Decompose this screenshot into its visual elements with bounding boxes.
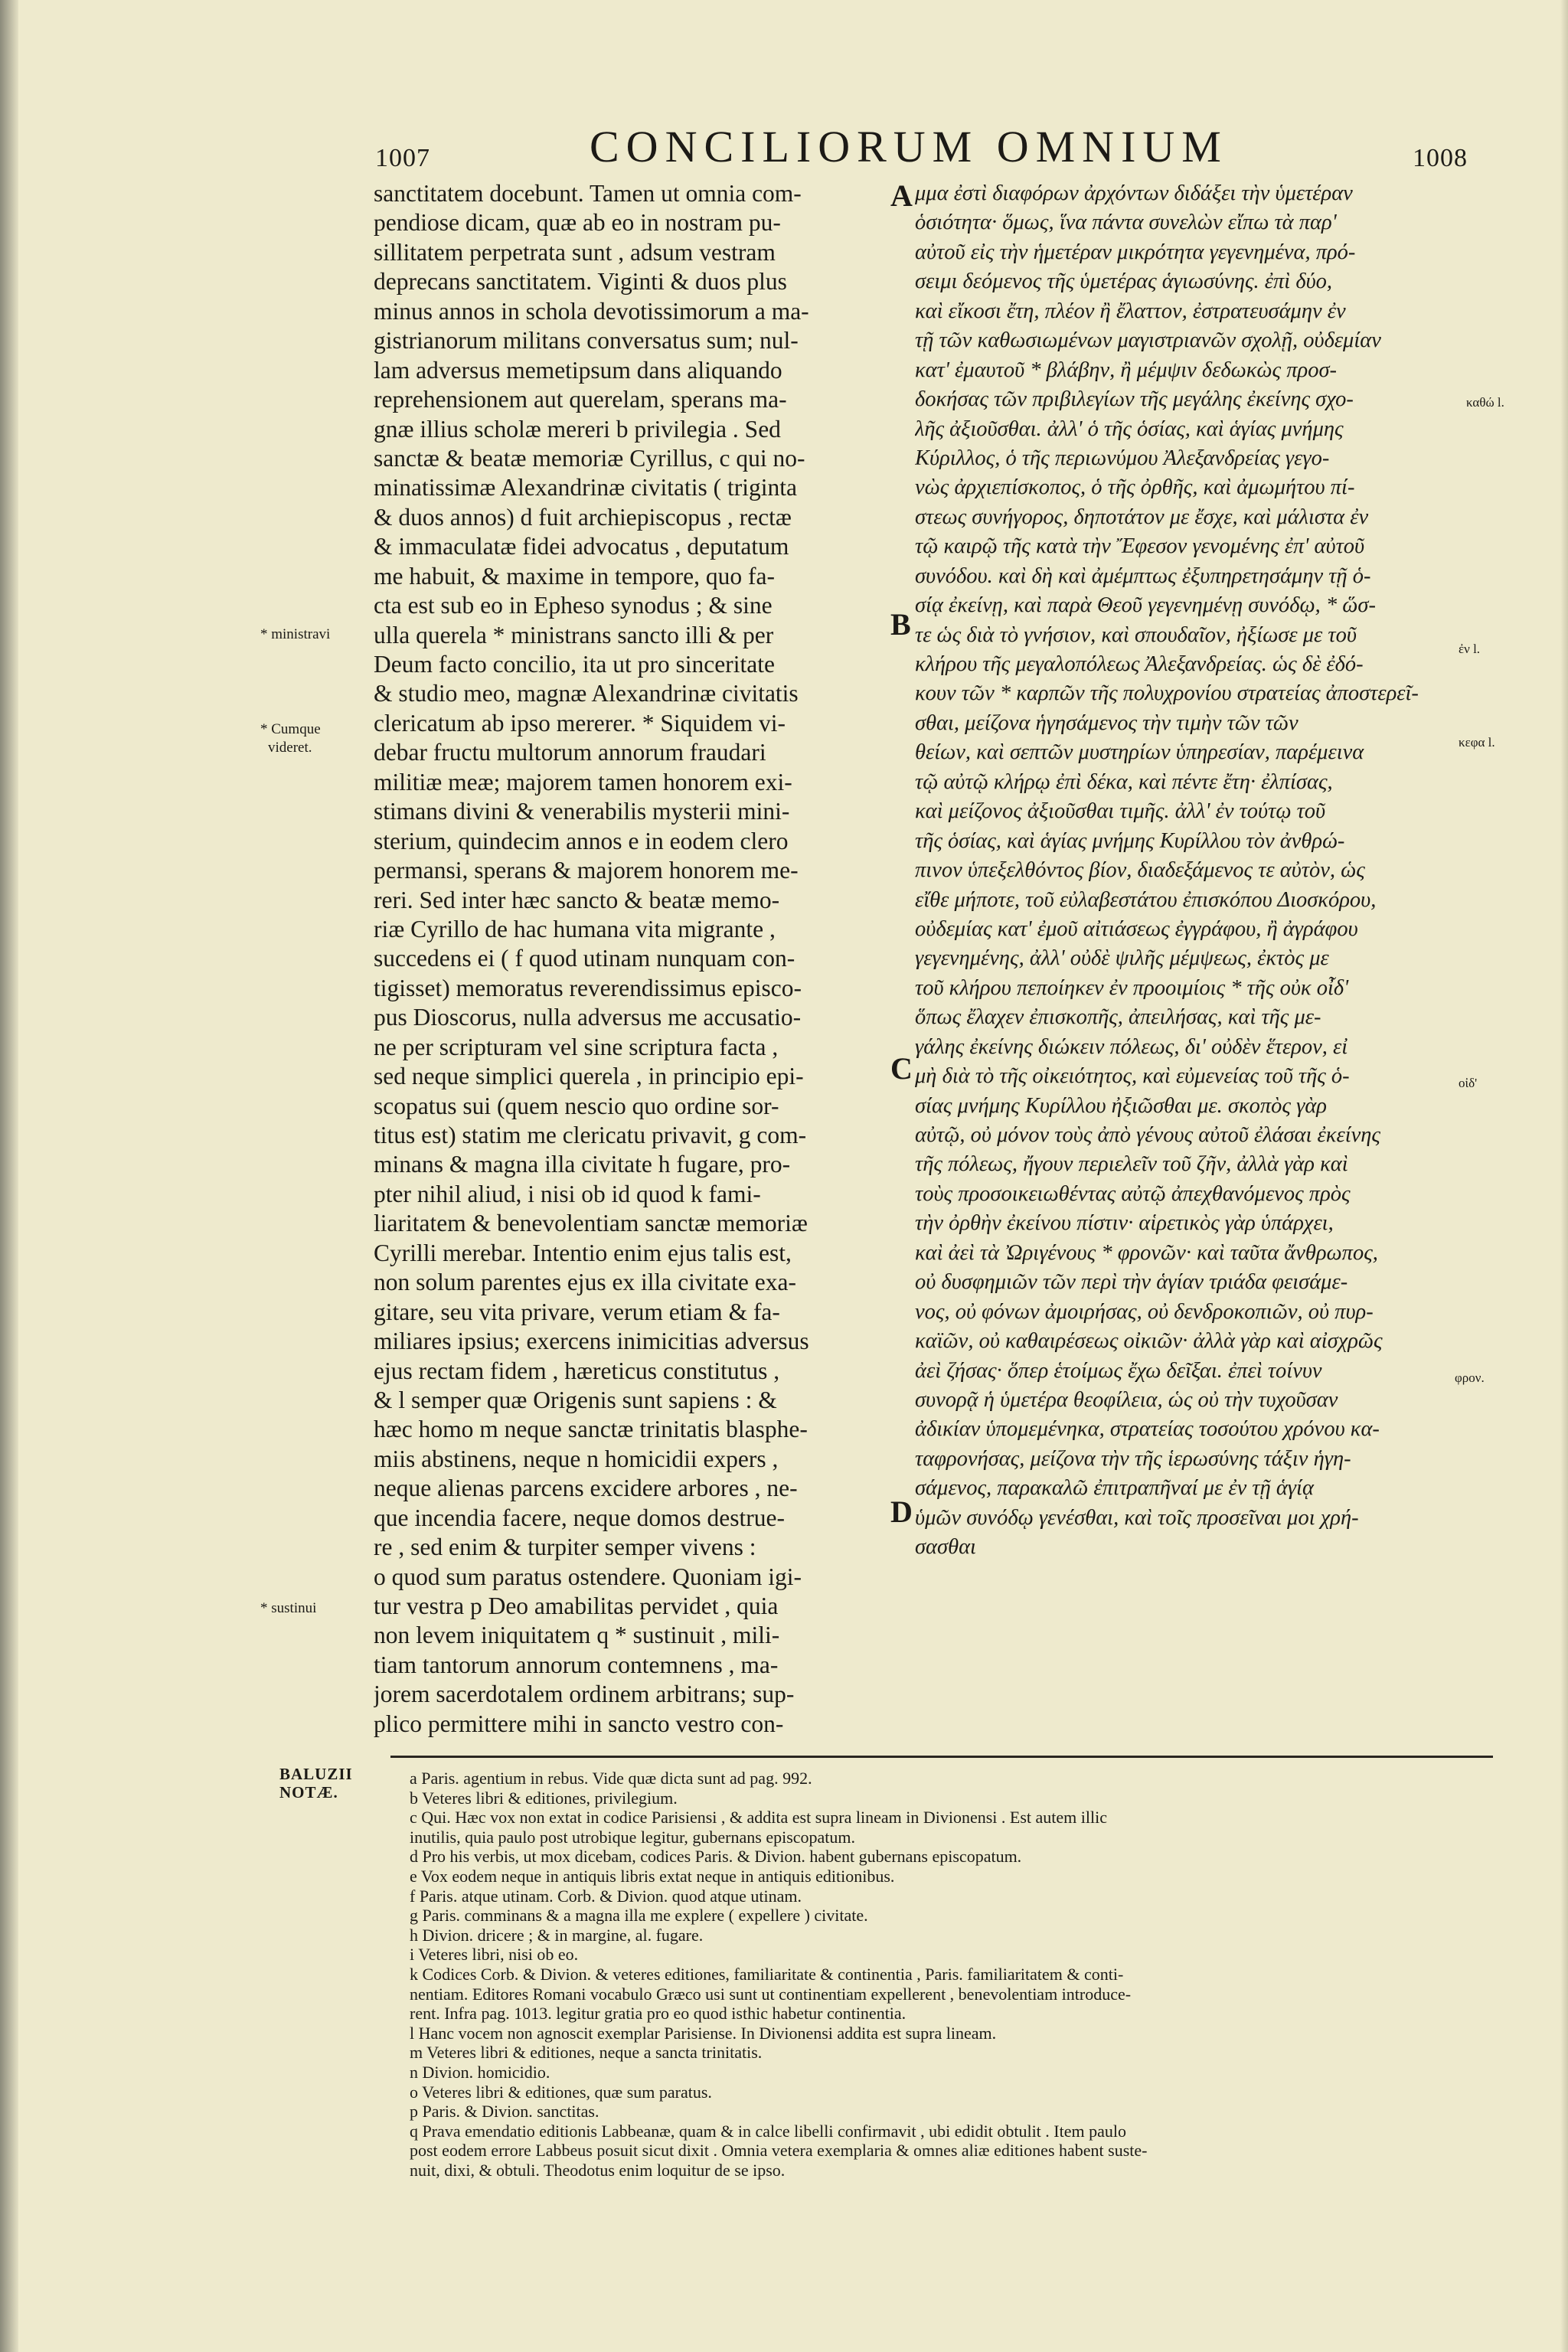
- greek-text-line: τοὺς προσοικειωθέντας αὐτῷ ἀπεχθανόμενος πρὸς: [915, 1181, 1351, 1206]
- footnote-line: n Divion. homicidio.: [410, 2062, 550, 2082]
- latin-text-line: non solum parentes ejus ex illa civitate exa-: [374, 1269, 796, 1296]
- footnote-line: d Pro his verbis, ut mox dicebam, codices Paris. & Divion. habent gubernans episcopatum.: [410, 1847, 1022, 1867]
- footnote-line: post eodem errore Labbeus posuit sicut dixit . Omnia vetera exemplaria & omnes aliæ editiones habent suste-: [410, 2141, 1148, 2161]
- greek-text-line: γάλης ἐκείνης διώκειν πόλεως, δι' οὐδὲν ἕτερον, εἰ: [915, 1034, 1348, 1059]
- latin-text-line: permansi, sperans & majorem honorem me-: [374, 857, 799, 884]
- latin-text-line: gitare, seu vita privare, verum etiam & fa-: [374, 1298, 780, 1325]
- latin-text-line: liaritatem & benevolentiam sanctæ memoriæ: [374, 1210, 808, 1237]
- greek-text-line: οὐ δυσφημιῶν τῶν περὶ τὴν ἁγίαν τριάδα φεισάμε-: [915, 1270, 1348, 1295]
- greek-text-line: τῆς ὁσίας, καὶ ἁγίας μνήμης Κυρίλλου τὸν ἀνθρώ-: [915, 828, 1345, 853]
- section-letter-d: D: [890, 1494, 913, 1529]
- latin-text-line: deprecans sanctitatem. Viginti & duos plus: [374, 268, 787, 296]
- greek-text-line: Κύριλλος, ὁ τῆς περιωνύμου Ἀλεξανδρείας γεγο-: [915, 446, 1330, 470]
- greek-text-line: μὴ διὰ τὸ τῆς οἰκειότητος, καὶ εὐμενείας τοῦ τῆς ὁ-: [915, 1064, 1350, 1089]
- latin-text-line: & duos annos) d fuit archiepiscopus , rectæ: [374, 503, 792, 531]
- greek-text-line: σθαι, μείζονα ἡγησάμενος τὴν τιμὴν τῶν τῶν: [915, 710, 1298, 735]
- latin-text-line: & immaculatæ fidei advocatus , deputatum: [374, 533, 789, 560]
- greek-text-line: καὶ ἀεὶ τὰ Ὠριγένους * φρονῶν· καὶ ταῦτα ἄνθρωπος,: [915, 1240, 1378, 1265]
- latin-text-line: ulla querela * ministrans sancto illi & per: [374, 621, 774, 648]
- greek-text-line: καὶ εἴκοσι ἔτη, πλέον ἢ ἔλαττον, ἐστρατευσάμην ἐν: [915, 299, 1346, 323]
- greek-text-line: κουν τῶν * καρπῶν τῆς πολυχρονίου στρατείας ἀποστερεῖ-: [915, 681, 1419, 706]
- latin-text-line: minans & magna illa civitate h fugare, pro-: [374, 1151, 791, 1178]
- latin-text-line: sanctæ & beatæ memoriæ Cyrillus, c qui no-: [374, 444, 805, 472]
- margin-note-cumque: * Cumque: [260, 721, 321, 737]
- latin-text-line: tiam tantorum annorum contemnens , ma-: [374, 1651, 779, 1678]
- greek-text-line: κατ' ἐμαυτοῦ * βλάβην, ἢ μέμψιν δεδωκὼς προσ-: [915, 358, 1337, 382]
- footnote-line: rent. Infra pag. 1013. legitur gratia pro eo quod isthic habetur continentia.: [410, 2004, 906, 2024]
- footnote-line: l Hanc vocem non agnoscit exemplar Parisiense. In Divionensi addita est supra lineam.: [410, 2023, 997, 2043]
- greek-text-line: δοκήσας τῶν πριβιλεγίων τῆς μεγάλης ἐκείνης σχο-: [915, 387, 1354, 412]
- greek-text-line: ὁσιότητα· ὅμως, ἵνα πάντα συνελὼν εἴπω τὰ παρ': [915, 211, 1337, 235]
- greek-text-line: οὐδεμίας κατ' ἐμοῦ αἰτιάσεως ἐγγράφου, ἢ ἀγράφου: [915, 916, 1358, 941]
- greek-text-line: ἀεὶ ζήσας· ὅπερ ἑτοίμως ἔχω δεῖξαι. ἐπεὶ τοίνυν: [915, 1358, 1322, 1383]
- margin-note-ministravi: * ministravi: [260, 626, 331, 642]
- greek-text-line: τῷ αὐτῷ κλήρῳ ἐπὶ δέκα, καὶ πέντε ἔτη· ἐλπίσας,: [915, 769, 1333, 794]
- footnote-line: h Divion. dricere ; & in margine, al. fugare.: [410, 1925, 704, 1945]
- latin-text-line: minatissimæ Alexandrinæ civitatis ( triginta: [374, 474, 797, 501]
- latin-text-line: me habuit, & maxime in tempore, quo fa-: [374, 562, 775, 590]
- latin-text-line: succedens ei ( f quod utinam nunquam con-: [374, 945, 795, 972]
- page-number-left: 1007: [375, 144, 430, 172]
- latin-text-line: & studio meo, magnæ Alexandrinæ civitatis: [374, 680, 799, 707]
- greek-text-line: στεως συνήγορος, δηποτάτον με ἔσχε, καὶ μάλιστα ἐν: [915, 505, 1369, 529]
- latin-column: [374, 179, 902, 1739]
- latin-text-line: miis abstinens, neque n homicidii expers ,: [374, 1445, 779, 1472]
- footnote-line: k Codices Corb. & Divion. & veteres editiones, familiaritate & continentia , Paris. familiaritatem & conti-: [410, 1964, 1124, 1984]
- latin-text-line: scopatus sui (quem nescio quo ordine sor-: [374, 1092, 779, 1119]
- footnote-rule: [390, 1756, 1493, 1758]
- greek-text-line: τῷ καιρῷ τῆς κατὰ τὴν Ἔφεσον γενομένης ἐπ' αὐτοῦ: [915, 534, 1365, 559]
- latin-text-line: minus annos in schola devotissimorum a ma-: [374, 297, 809, 325]
- greek-text-line: νος, οὐ φόνων ἀμοιρήσας, οὐ δενδροκοπιῶν, οὐ πυρ-: [915, 1299, 1374, 1324]
- greek-text-line: σάμενος, παρακαλῶ ἐπιτραπῆναί με ἐν τῇ ἁγίᾳ: [915, 1476, 1314, 1501]
- page-number-right: 1008: [1413, 144, 1468, 172]
- latin-text-line: neque alienas parcens excidere arbores , ne-: [374, 1475, 798, 1502]
- latin-text-line: plico permittere mihi in sancto vestro con-: [374, 1710, 784, 1737]
- latin-text-line: clericatum ab ipso mererer. * Siquidem vi-: [374, 709, 786, 737]
- latin-text-line: ejus rectam fidem , hæreticus constitutus ,: [374, 1357, 780, 1384]
- greek-text-line: εἴθε μήποτε, τοῦ εὐλαβεστάτου ἐπισκόπου Διοσκόρου,: [915, 887, 1377, 912]
- greek-text-line: τὴν ὀρθὴν ἐκείνου πίστιν· αἱρετικὸς γὰρ ὑπάρχει,: [915, 1211, 1334, 1236]
- footnote-line: o Veteres libri & editiones, quæ sum paratus.: [410, 2082, 712, 2102]
- footnote-line: f Paris. atque utinam. Corb. & Divion. quod atque utinam.: [410, 1886, 802, 1906]
- latin-text-line: pter nihil aliud, i nisi ob id quod k fami-: [374, 1180, 761, 1207]
- greek-text-line: τε ὡς διὰ τὸ γνήσιον, καὶ σπουδαῖον, ἠξίωσε με τοῦ: [915, 622, 1357, 647]
- footnote-line: a Paris. agentium in rebus. Vide quæ dicta sunt ad pag. 992.: [410, 1769, 812, 1788]
- right-margin-note: καθώ l.: [1466, 395, 1504, 410]
- footnote-line: p Paris. & Divion. sanctitas.: [410, 2102, 599, 2122]
- greek-text-line: πινον ὑπεξελθόντος βίον, διαδεξάμενος τε αὐτὸν, ὡς: [915, 858, 1365, 883]
- footnote-line: nentiam. Editores Romani vocabulo Græco usi sunt ut continentiam expellerent , benevolentiam introduce-: [410, 1984, 1132, 2004]
- page-edge-right: [1560, 0, 1568, 2352]
- greek-text-line: τῇ τῶν καθωσιωμένων μαγιστριανῶν σχολῇ, οὐδεμίαν: [915, 328, 1381, 353]
- latin-text-line: que incendia facere, neque domos destrue-: [374, 1504, 786, 1531]
- notes-label: BALUZII NOTÆ.: [279, 1765, 353, 1802]
- latin-text-line: & l semper quæ Origenis sunt sapiens : &: [374, 1386, 777, 1413]
- latin-text-line: sed neque simplici querela , in principio epi-: [374, 1063, 804, 1090]
- latin-text-line: gnæ illius scholæ mereri b privilegia . Sed: [374, 415, 781, 443]
- latin-text-line: tigisset) memoratus reverendissimus episco-: [374, 974, 802, 1001]
- right-margin-note: κεφα l.: [1459, 735, 1495, 750]
- latin-text-line: riæ Cyrillo de hac humana vita migrante ,: [374, 915, 776, 942]
- latin-text-line: sterium, quindecim annos e in eodem clero: [374, 827, 789, 854]
- latin-text-line: jorem sacerdotalem ordinem arbitrans; sup-: [374, 1681, 795, 1708]
- greek-text-line: λῆς ἀξιοῦσθαι. ἀλλ' ὁ τῆς ὁσίας, καὶ ἁγίας μνήμης: [915, 416, 1344, 441]
- greek-text-line: ταφρονήσας, μείζονα τὴν τῆς ἱερωσύνης τάξιν ἡγη-: [915, 1446, 1351, 1471]
- footnote-line: nuit, dixi, & obtuli. Theodotus enim loquitur de se ipso.: [410, 2160, 786, 2180]
- footnote-line: inutilis, quia paulo post utrobique legitur, gubernans episcopatum.: [410, 1827, 856, 1847]
- latin-text-line: pendiose dicam, quæ ab eo in nostram pu-: [374, 209, 781, 237]
- latin-text-line: titus est) statim me clericatu privavit, g com-: [374, 1122, 807, 1148]
- latin-text-line: reri. Sed inter hæc sancto & beatæ memo-: [374, 886, 780, 913]
- greek-text-line: σειμι δεόμενος τῆς ὑμετέρας ἁγιωσύνης. ἐπὶ δύο,: [915, 270, 1333, 294]
- greek-text-line: καϊῶν, οὐ καθαιρέσεως οἰκιῶν· ἀλλὰ γὰρ καὶ αἰσχρῶς: [915, 1329, 1383, 1354]
- greek-text-line: μμα ἐστὶ διαφόρων ἀρχόντων διδάξει τὴν ὑμετέραν: [915, 181, 1353, 205]
- latin-text-line: miliares ipsius; exercens inimicitias adversus: [374, 1328, 809, 1355]
- greek-text-line: σίας μνήμης Κυρίλλου ἠξιῶσθαι με. σκοπὸς γὰρ: [915, 1093, 1327, 1118]
- footnote-line: i Veteres libri, nisi ob eo.: [410, 1945, 579, 1965]
- section-letter-b: B: [890, 607, 911, 642]
- greek-text-line: τοῦ κλήρου πεποίηκεν ἐν προοιμίοις * τῆς οὐκ οἶδ': [915, 975, 1349, 1000]
- margin-note-sustinui: * sustinui: [260, 1600, 317, 1616]
- right-margin-note: οἰδ': [1459, 1076, 1478, 1090]
- greek-text-line: ὅπως ἔλαχεν ἐπισκοπῆς, ἀπειλήσας, καὶ τῆς με-: [915, 1005, 1321, 1030]
- footnote-line: g Paris. comminans & a magna illa me explere ( expellere ) civitate.: [410, 1906, 868, 1926]
- greek-text-line: γεγενημένης, ἀλλ' οὐδὲ ψιλῆς μέμψεως, ἐκτὸς με: [915, 946, 1329, 971]
- latin-text-line: sillitatem perpetrata sunt , adsum vestram: [374, 238, 776, 266]
- latin-text-line: re , sed enim & turpiter semper vivens :: [374, 1534, 756, 1561]
- greek-text-line: κλήρου τῆς μεγαλοπόλεως Ἀλεξανδρείας. ὡς δὲ ἐδό-: [915, 652, 1364, 676]
- page-edge-shadow: [0, 0, 18, 2352]
- greek-text-line: καὶ μείζονος ἀξιοῦσθαι τιμῆς. ἀλλ' ἐν τούτῳ τοῦ: [915, 799, 1326, 824]
- right-margin-note: φρον.: [1455, 1370, 1485, 1385]
- footnotes: [410, 1769, 1497, 2180]
- latin-text-line: lam adversus memetipsum dans aliquando: [374, 356, 782, 384]
- greek-text-line: ὑμῶν συνόδῳ γενέσθαι, καὶ τοῖς προσεῖναι μοι χρή-: [915, 1505, 1359, 1530]
- latin-text-line: gistrianorum militans conversatus sum; nul-: [374, 327, 799, 354]
- latin-text-line: cta est sub eo in Epheso synodus ; & sine: [374, 592, 773, 619]
- latin-text-line: debar fructu multorum annorum fraudari: [374, 739, 766, 766]
- right-margin-note: ἐν l.: [1459, 642, 1481, 656]
- greek-text-line: θείων, καὶ σεπτῶν μυστηρίων ὑπηρεσίαν, παρέμεινα: [915, 740, 1364, 765]
- latin-text-line: hæc homo m neque sanctæ trinitatis blasphe-: [374, 1416, 808, 1443]
- latin-text-line: Deum facto concilio, ita ut pro sinceritate: [374, 651, 775, 678]
- footnote-line: m Veteres libri & editiones, neque a sancta trinitatis.: [410, 2043, 763, 2063]
- latin-text-line: non levem iniquitatem q * sustinuit , mili-: [374, 1622, 780, 1649]
- greek-text-line: συνορᾷ ἡ ὑμετέρα θεοφίλεια, ὡς οὐ τὴν τυχοῦσαν: [915, 1387, 1338, 1412]
- latin-text-line: stimans divini & venerabilis mysterii mini-: [374, 798, 790, 825]
- greek-text-line: ἀδικίαν ὑπομεμένηκα, στρατείας τοσούτου χρόνου κα-: [915, 1417, 1380, 1442]
- greek-text-line: σασθαι: [915, 1535, 976, 1560]
- footnote-line: e Vox eodem neque in antiquis libris extat neque in antiquis editionibus.: [410, 1866, 895, 1886]
- greek-text-line: αὐτοῦ εἰς τὴν ἡμετέραν μικρότητα γεγενημένα, πρό-: [915, 240, 1356, 264]
- latin-text-line: tur vestra p Deo amabilitas pervidet , quia: [374, 1592, 779, 1619]
- latin-text-line: sanctitatem docebunt. Tamen ut omnia com-: [374, 180, 802, 207]
- footnote-line: c Qui. Hæc vox non extat in codice Parisiensi , & addita est supra lineam in Divionensi . Est autem illic: [410, 1808, 1107, 1828]
- latin-text-line: pus Dioscorus, nulla adversus me accusatio-: [374, 1004, 802, 1031]
- footnote-line: q Prava emendatio editionis Labbeanæ, quam & in calce libelli confirmavit , ubi edidit obtulit . Item paulo: [410, 2121, 1126, 2141]
- latin-text-line: Cyrilli merebar. Intentio enim ejus talis est,: [374, 1239, 792, 1266]
- section-letter-a: A: [890, 178, 913, 213]
- greek-text-line: νὼς ἀρχιεπίσκοπος, ὁ τῆς ὀρθῆς, καὶ ἀμωμήτου πί-: [915, 475, 1355, 500]
- greek-column: [915, 179, 1451, 1563]
- greek-text-line: αὐτῷ, οὐ μόνον τοὺς ἀπὸ γένους αὐτοῦ ἐλάσαι ἐκείνης: [915, 1123, 1380, 1147]
- latin-text-line: ne per scripturam vel sine scriptura facta ,: [374, 1033, 779, 1060]
- margin-note-videret: videret.: [268, 740, 312, 756]
- greek-text-line: σίᾳ ἐκείνῃ, καὶ παρὰ Θεοῦ γεγενημένῃ συνόδῳ, * ὥσ-: [915, 593, 1376, 618]
- running-title: CONCILIORUM OMNIUM: [590, 122, 1228, 172]
- latin-text-line: reprehensionem aut querelam, sperans ma-: [374, 386, 787, 413]
- section-letter-c: C: [890, 1051, 913, 1086]
- latin-text-line: militiæ meæ; majorem tamen honorem exi-: [374, 768, 792, 795]
- greek-text-line: συνόδου. καὶ δὴ καὶ ἀμέμπτως ἐξυπηρετησάμην τῇ ὁ-: [915, 564, 1371, 588]
- latin-text-line: o quod sum paratus ostendere. Quoniam igi-: [374, 1563, 802, 1590]
- footnote-line: b Veteres libri & editiones, privilegium.: [410, 1788, 678, 1808]
- greek-text-line: τῆς πόλεως, ἤγουν περιελεῖν τοῦ ζῆν, ἀλλὰ γὰρ καὶ: [915, 1152, 1348, 1177]
